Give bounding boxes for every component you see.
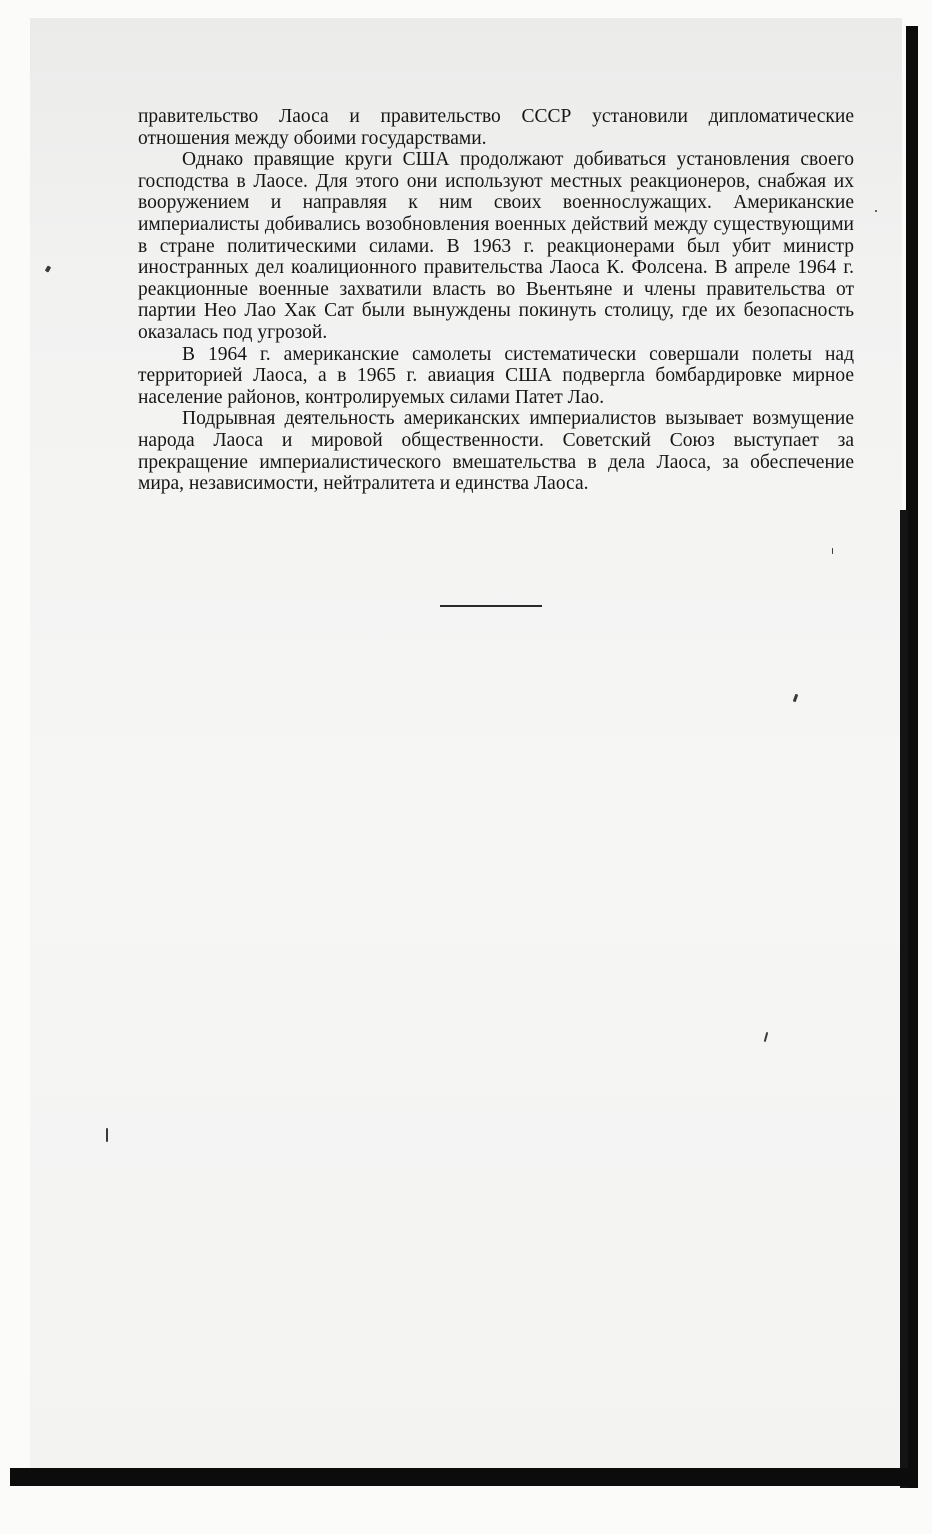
paragraph-4: Подрывная деятельность американских империалистов вызывает возмущение народа Лаоса и мировой общественности. Советский Союз выступает за прекращение империалистического вмешательства в дела Лаоса, за обеспечение мира, независимости, нейтралитета и единства Лаоса. <box>138 408 854 495</box>
scan-speck <box>832 548 833 554</box>
scan-speck <box>106 1128 108 1142</box>
section-end-rule <box>440 605 542 607</box>
body-text <box>138 106 854 495</box>
paragraph-3: В 1964 г. американские самолеты систематически совершали полеты над территорией Лаоса, а в 1965 г. авиация США подвергла бомбардировке мирное население районов, контролируемых силами Патет Лао. <box>138 343 854 408</box>
scan-edge-right-inner <box>900 510 908 1488</box>
scan-edge-bottom <box>10 1468 918 1486</box>
scan-speck <box>875 210 877 212</box>
paragraph-2: Однако правящие круги США продолжают добиваться установления своего господства в Лаосе. Для этого они используют местных реакционеров, снабжая их вооружением и направляя к ним своих военнослужащих. Американские империалисты добивались возобновления военных действий между существующими в стране политическими силами. В 1963 г. реакционерами был убит министр иностранных дел коалиционного правительства Лаоса К. Фолсена. В апреле 1964 г. реакционные военные захватили власть во Вьентьяне и члены правительства от партии Нео Лао Хак Сат были вынуждены покинуть столицу, где их безопасность оказалась под угрозой. <box>138 149 854 343</box>
paragraph-1: правительство Лаоса и правительство СССР установили дипломатические отношения между обоими государствами. <box>138 106 854 149</box>
